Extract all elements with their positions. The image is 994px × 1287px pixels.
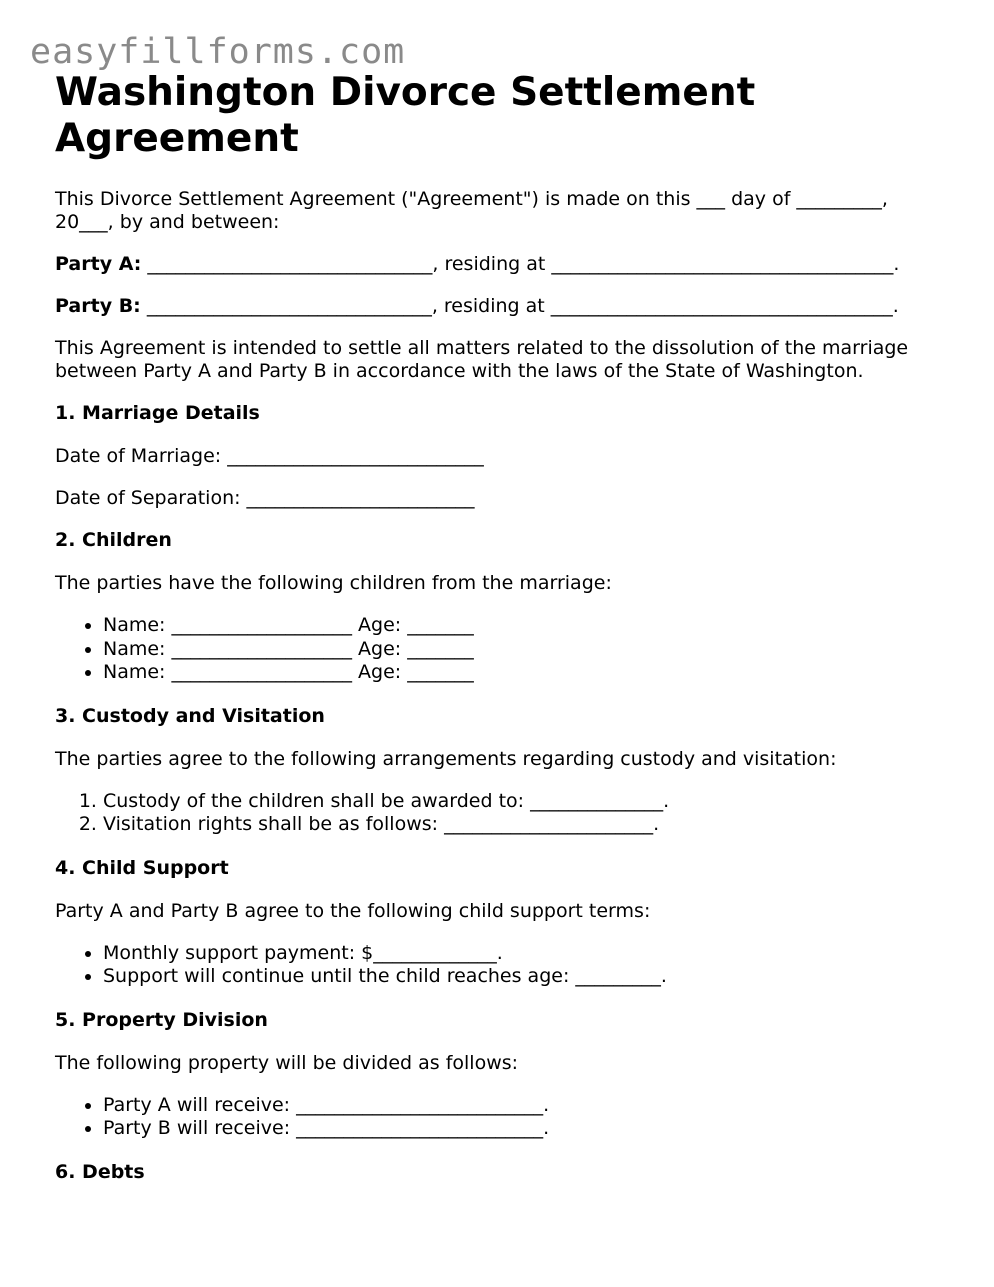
party-a-label: Party A:: [55, 253, 142, 275]
list-item: • Monthly support payment: $_____________.: [103, 942, 945, 966]
list-item: • Name: ___________________ Age: _______: [103, 661, 945, 685]
section-heading-children: 2. Children: [55, 529, 172, 551]
property-list: [55, 1094, 945, 1141]
party-b-line: [55, 295, 945, 318]
document-page: [55, 70, 945, 1204]
document-title: Washington Divorce Settlement Agreement: [55, 70, 756, 161]
party-a-line: [55, 253, 945, 276]
list-item: • Support will continue until the child reaches age: _________.: [103, 965, 945, 989]
property-intro: The following property will be divided as follows:: [55, 1051, 519, 1074]
party-b-label: Party B:: [55, 295, 141, 317]
section-heading-debts: 6. Debts: [55, 1160, 145, 1183]
section-heading-custody: 3. Custody and Visitation: [55, 704, 325, 727]
list-item: • Name: ___________________ Age: _______: [103, 614, 945, 638]
children-list: [55, 614, 945, 685]
date-of-separation-line: Date of Separation: ________________________: [55, 487, 475, 509]
custody-intro: The parties agree to the following arrangements regarding custody and visitation:: [55, 747, 837, 770]
list-item: • Name: ___________________ Age: _______: [103, 638, 945, 662]
child-support-list: [55, 942, 945, 989]
section-heading-property: 5. Property Division: [55, 1008, 268, 1031]
purpose-paragraph: This Agreement is intended to settle all matters related to the dissolution of the marriage between Party A and Party B in accordance with the laws of the State of Washington.: [55, 337, 909, 382]
list-item: • Party A will receive: __________________________.: [103, 1094, 945, 1118]
party-b-fields: ______________________________, residing at ____________________________________.: [140, 295, 899, 317]
watermark: easyfillforms.com: [30, 32, 406, 72]
section-heading-child-support: 4. Child Support: [55, 856, 229, 879]
section-heading-marriage: 1. Marriage Details: [55, 402, 260, 424]
list-item: 1. Custody of the children shall be awarded to: ______________.: [103, 790, 945, 814]
intro-paragraph: This Divorce Settlement Agreement ("Agreement") is made on this ___ day of _________, 20___, by and between:: [55, 188, 888, 233]
date-of-marriage-line: Date of Marriage: ___________________________: [55, 445, 484, 467]
child-support-intro: Party A and Party B agree to the following child support terms:: [55, 899, 651, 922]
children-intro: The parties have the following children from the marriage:: [55, 572, 612, 594]
list-item: • Party B will receive: __________________________.: [103, 1117, 945, 1141]
custody-list: [55, 790, 945, 837]
party-a-fields: ______________________________, residing at ____________________________________.: [141, 253, 900, 275]
list-item: 2. Visitation rights shall be as follows: ______________________.: [103, 813, 945, 837]
